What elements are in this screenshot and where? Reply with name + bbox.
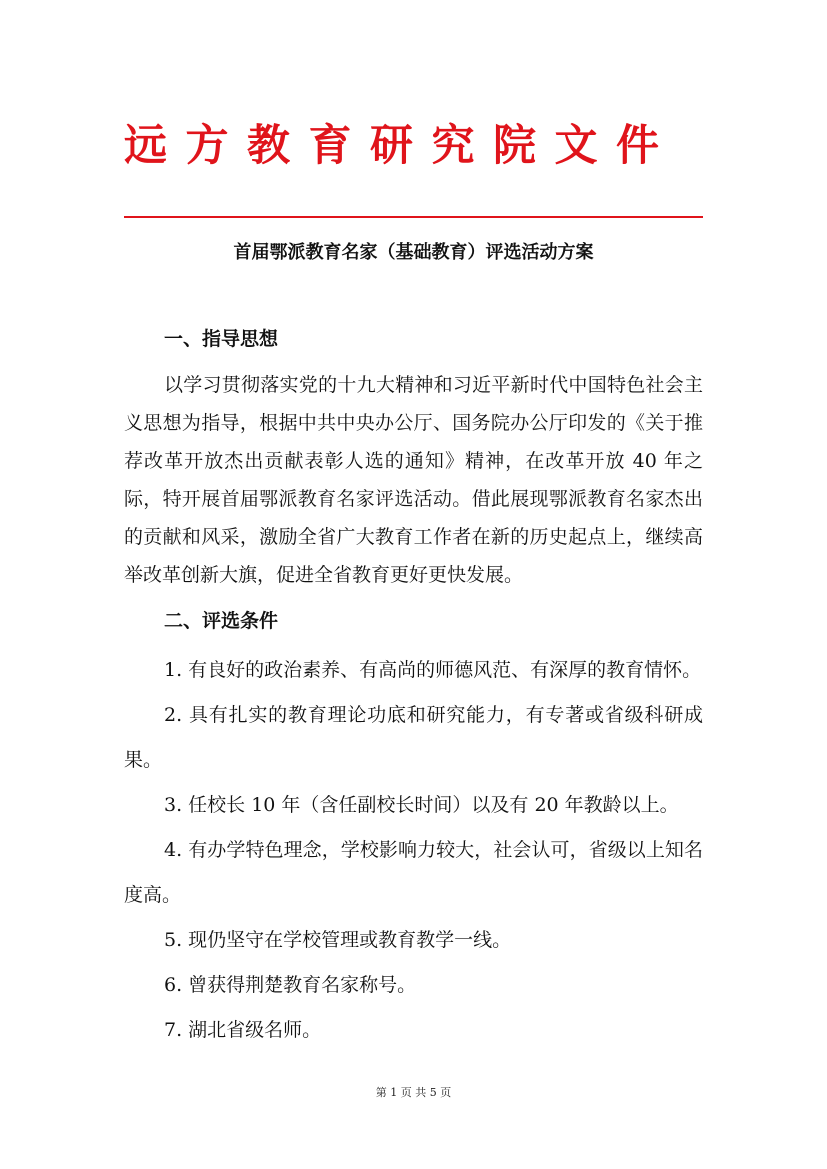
document-title: 首届鄂派教育名家（基础教育）评选活动方案 xyxy=(233,242,594,263)
guiding-ideology-paragraph: 以学习贯彻落实党的十九大精神和习近平新时代中国特色社会主义思想为指导，根据中共中央办公厅、国务院办公厅印发的《关于推荐改革开放杰出贡献表彰人选的通知》精神，在改革开放 40 年之际，特开展首届鄂派教育名家评选活动。借此展现鄂派教育名家杰出的贡献和风采，激励全省广大教育工作者在新的历史起点上，继续高举改革创新大旗，促进全省教育更好更快发展。 xyxy=(124,374,703,586)
criteria-item-4: 4. 有办学特色理念，学校影响力较大，社会认可，省级以上知名度高。 xyxy=(124,839,703,906)
criteria-item-7: 7. 湖北省级名师。 xyxy=(164,1019,322,1041)
org-title: 远方教育研究院文件 xyxy=(124,121,678,171)
red-divider-line xyxy=(124,216,703,218)
criteria-item-6: 6. 曾获得荆楚教育名家称号。 xyxy=(164,974,417,996)
criteria-item-1: 1. 有良好的政治素养、有高尚的师德风范、有深厚的教育情怀。 xyxy=(164,659,702,681)
document-body xyxy=(124,320,703,1053)
criteria-item-5: 5. 现仍坚守在学校管理或教育教学一线。 xyxy=(164,929,512,951)
page-number-footer: 第 1 页 共 5 页 xyxy=(375,1086,452,1099)
section-heading-guiding-ideology: 一、指导思想 xyxy=(164,328,279,350)
section-heading-selection-criteria: 二、评选条件 xyxy=(164,610,279,632)
criteria-item-3: 3. 任校长 10 年（含任副校长时间）以及有 20 年教龄以上。 xyxy=(164,794,679,816)
criteria-item-2: 2. 具有扎实的教育理论功底和研究能力，有专著或省级科研成果。 xyxy=(124,704,703,771)
